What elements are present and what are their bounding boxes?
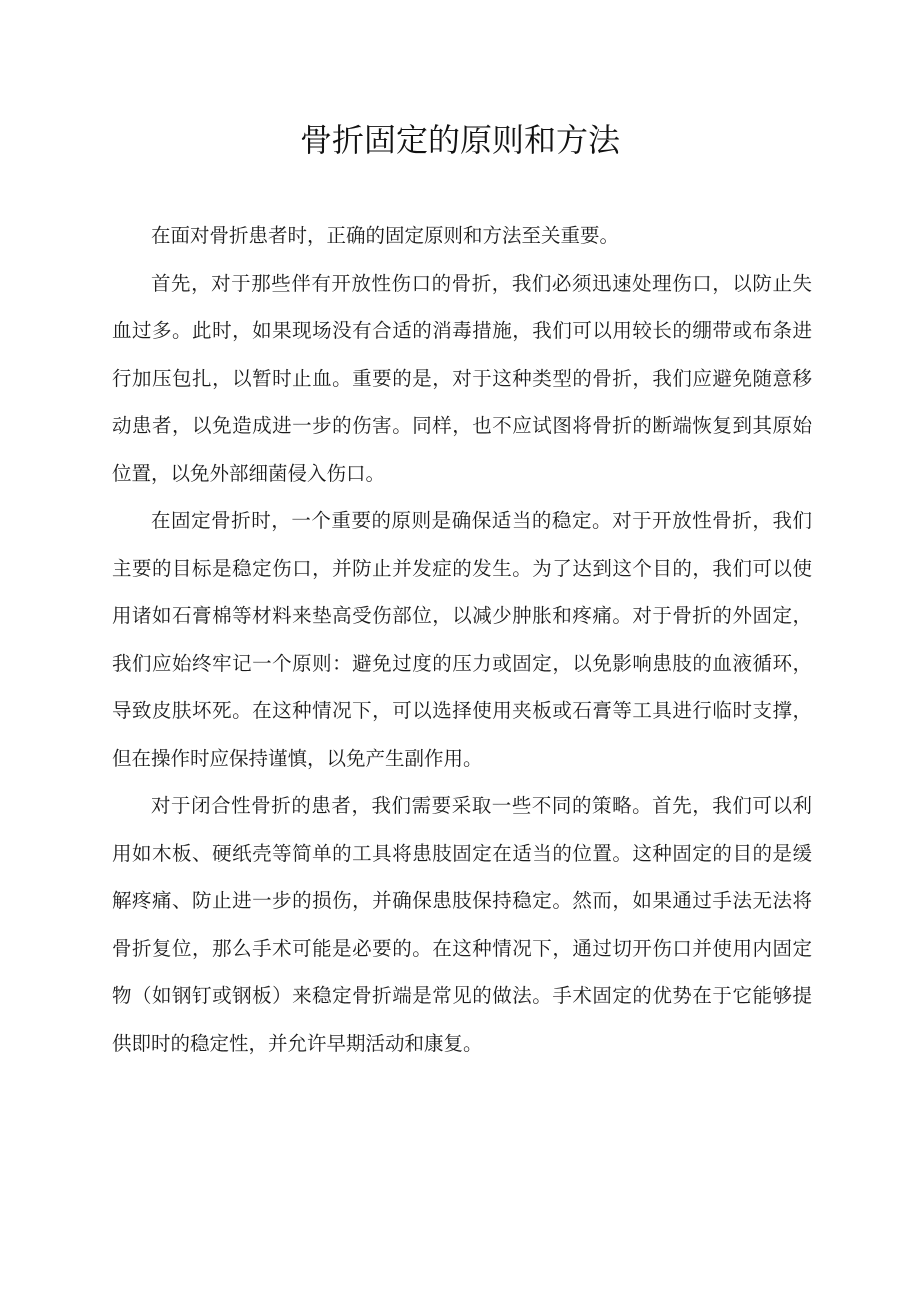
paragraph-intro: 在面对骨折患者时，正确的固定原则和方法至关重要。 bbox=[151, 224, 620, 247]
paragraph-fixation-principle: 在固定骨折时，一个重要的原则是确保适当的稳定。对于开放性骨折，我们主要的目标是稳定伤口，并防止并发症的发生。为了达到这个目的，我们可以使用诸如石膏棉等材料来垫高受伤部位，以减少肿胀和疼痛。对于骨折的外固定，我们应始终牢记一个原则：避免过度的压力或固定，以免影响患肢的血液循环，导致皮肤坏死。在这种情况下，可以选择使用夹板或石膏等工具进行临时支撑，但在操作时应保持谨慎，以免产生副作用。 bbox=[112, 509, 812, 770]
page-title: 骨折固定的原则和方法 bbox=[299, 121, 620, 159]
document-body bbox=[112, 212, 812, 1067]
paragraph-open-fracture: 首先，对于那些伴有开放性伤口的骨折，我们必须迅速处理伤口，以防止失血过多。此时，如果现场没有合适的消毒措施，我们可以用较长的绷带或布条进行加压包扎，以暂时止血。重要的是，对于这种类型的骨折，我们应避免随意移动患者，以免造成进一步的伤害。同样，也不应试图将骨折的断端恢复到其原始位置，以免外部细菌侵入伤口。 bbox=[112, 271, 812, 485]
paragraph-closed-fracture: 对于闭合性骨折的患者，我们需要采取一些不同的策略。首先，我们可以利用如木板、硬纸壳等简单的工具将患肢固定在适当的位置。这种固定的目的是缓解疼痛、防止进一步的损伤，并确保患肢保持稳定。然而，如果通过手法无法将骨折复位，那么手术可能是必要的。在这种情况下，通过切开伤口并使用内固定物（如钢钉或钢板）来稳定骨折端是常见的做法。手术固定的优势在于它能够提供即时的稳定性，并允许早期活动和康复。 bbox=[112, 794, 812, 1055]
